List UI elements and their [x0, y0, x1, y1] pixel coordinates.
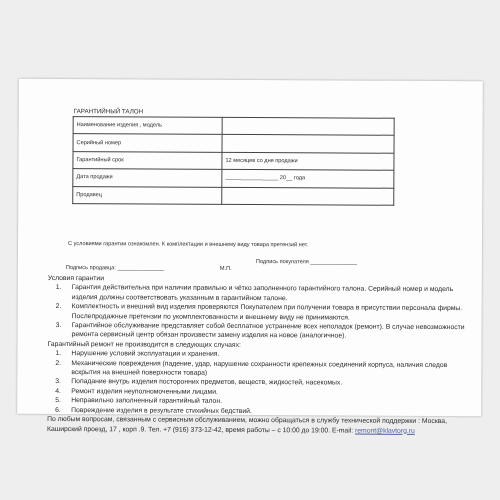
row-value: 12 месяцев со дня продажи	[222, 152, 394, 170]
support-email-link[interactable]: remont@klavtorg.ru	[355, 427, 415, 435]
row-value: _________________ 20__ года	[222, 170, 394, 188]
row-label: Гарантийный срок	[73, 151, 222, 169]
table-row	[73, 169, 394, 188]
row-label: Наименование изделия , модель	[73, 117, 222, 135]
table-row	[73, 117, 394, 136]
item-text: Гарантия действительна при наличии правильно и чётко заполненного гарантийного талона. Серийный номер и модель изделия должны соответствовать указанным в гарантийном талоне.	[71, 284, 454, 303]
warranty-sheet	[17, 79, 483, 435]
exclusions-heading: Гарантийный ремонт не производится в следующих случаях:	[47, 340, 241, 349]
conditions-list	[48, 283, 468, 342]
card-title: ГАРАНТИЙНЫЙ ТАЛОН	[73, 108, 144, 116]
row-value	[222, 135, 394, 153]
row-label: Продавец	[73, 186, 222, 204]
item-text: Ремонт изделия неуполномоченными лицами.	[71, 387, 218, 396]
item-text: Повреждение изделия в результате стихийных бедствий.	[71, 406, 252, 415]
item-number: 1.	[55, 284, 62, 292]
buyer-signature: Подпись покупателя _______________	[255, 259, 358, 266]
item-number: 2.	[55, 359, 62, 367]
item-text: Попадание внутрь изделия посторонних предметов, веществ, жидкостей, насекомых.	[71, 378, 343, 387]
item-number: 4.	[55, 387, 61, 395]
item-text: Гарантийное обслуживание представляет собой бесплатное устранение всех неполадок (ремонт). В случае невозможности ремонта сервисный центр обязан произвести замену изделия на новое (аналогичное).	[71, 322, 465, 340]
list-item	[48, 283, 468, 304]
row-label: Серийный номер	[73, 134, 222, 152]
item-text: Комплектность и внешний вид изделия проверяются Покупателем при получении товара в присутствии персонала фирмы. Послепродажные претензии по укомплектованности и внешнему виду не принимаются.	[71, 303, 463, 322]
item-number: 2.	[55, 303, 62, 311]
exclusions-list	[47, 349, 467, 417]
acknowledgement-text: С условиями гарантии ознакомлен. К комплектации и внешнему виду товара претензий нет.	[67, 241, 309, 249]
warranty-card-table	[72, 116, 394, 206]
table-row	[73, 186, 394, 205]
item-number: 3.	[55, 378, 61, 386]
contact-paragraph	[47, 415, 467, 436]
item-text: Механические повреждения (падение, удар, нарушение сохранности крепежных соединений корпуса, наличия следов вскрытия на внешней поверхности товара)	[71, 359, 448, 377]
item-number: 6.	[55, 406, 61, 414]
list-item	[47, 359, 467, 380]
item-number: 5.	[55, 397, 61, 405]
item-text: Неправильно заполненный гарантийный талон.	[71, 397, 223, 406]
stamp-label: М.П.	[219, 265, 232, 272]
warranty-terms	[47, 274, 468, 436]
row-label: Дата продажи	[73, 169, 222, 187]
list-item	[48, 302, 468, 323]
item-number: 1.	[55, 350, 62, 358]
conditions-heading: Условия гарантии	[47, 274, 105, 283]
item-number: 3.	[55, 322, 62, 330]
list-item	[48, 321, 468, 342]
row-value	[222, 187, 394, 205]
contact-text: По любым вопросам, связанным с сервисным обслуживанием, можно обращаться в службу технической поддержки : Москва, Каширский проезд, 17 , корп .9. Тел. +7 (916) 373-12-42, время работы – с 10:00 до 19:00. E-mail:	[47, 416, 447, 435]
table-row	[73, 134, 394, 153]
item-text: Нарушение условий эксплуатации и хранения.	[71, 350, 220, 359]
table-row	[73, 151, 394, 170]
row-value	[222, 117, 394, 135]
seller-signature: Подпись продавца: _______________	[65, 265, 165, 272]
